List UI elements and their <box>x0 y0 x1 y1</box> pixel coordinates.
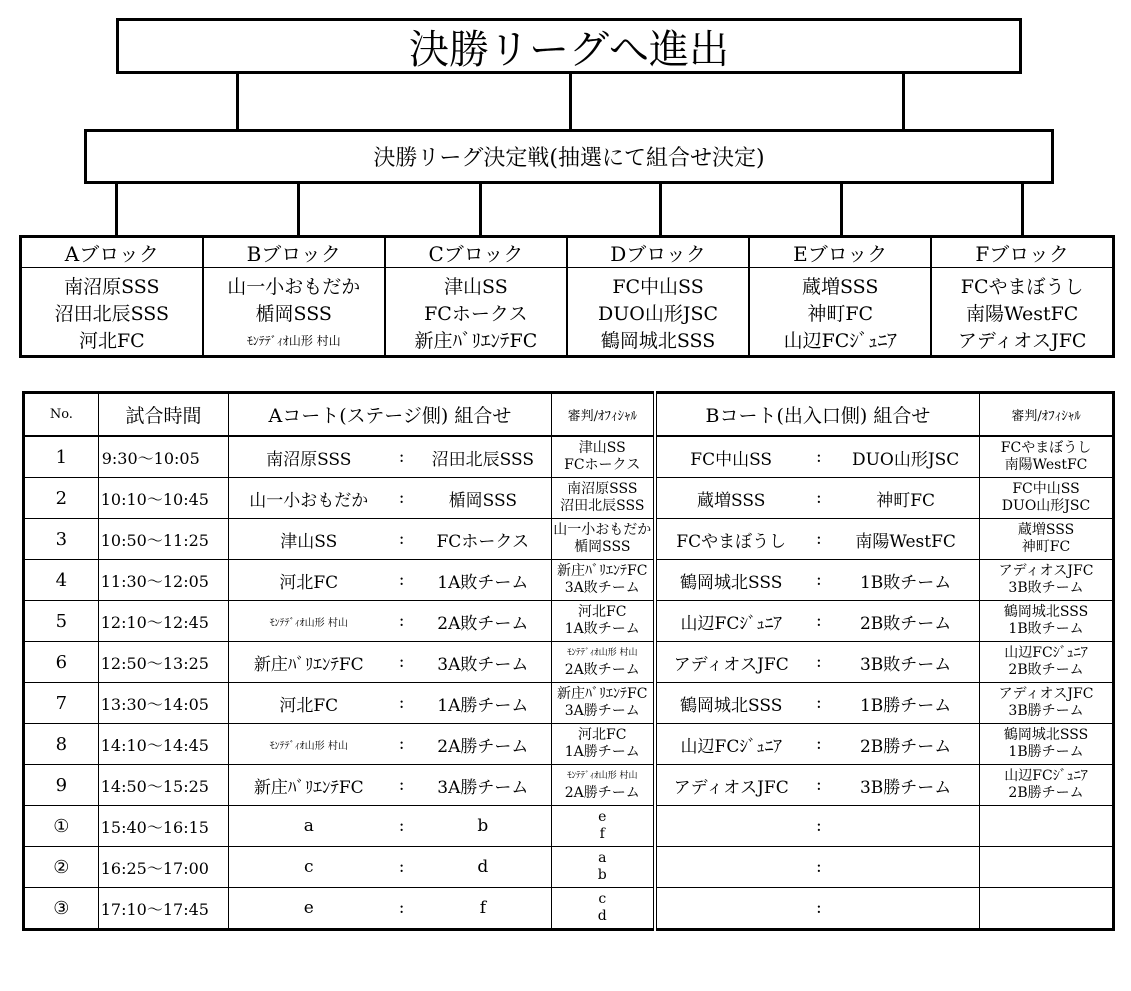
court-b-home-team: 鶴岡城北SSS <box>655 560 806 601</box>
court-b-referee <box>980 806 1114 847</box>
court-b-away-team: 2B敗チーム <box>832 601 979 642</box>
schedule-row <box>24 519 1114 560</box>
match-number: 8 <box>24 724 99 765</box>
referee-line: e <box>598 809 607 825</box>
court-b-away-team: 南陽WestFC <box>832 519 979 560</box>
court-a-separator: : <box>388 560 415 601</box>
court-a-away-team: 沼田北辰SSS <box>415 436 551 478</box>
court-a-away-team: 3A敗チーム <box>415 642 551 683</box>
connector-line <box>479 184 482 235</box>
match-number: ② <box>24 847 99 888</box>
court-b-home-team <box>655 847 806 888</box>
court-a-home-team: 新庄ﾊﾞﾘｴﾝﾃFC <box>229 642 389 683</box>
block-team: ﾓﾝﾃﾃﾞｨｵ山形 村山 <box>203 328 385 357</box>
referee-line: 山一小おもだか <box>553 522 652 538</box>
match-time: 12:10～12:45 <box>98 601 229 642</box>
referee-line: 南沼原SSS <box>567 481 638 497</box>
match-time: 17:10～17:45 <box>98 888 229 930</box>
court-a-referee <box>551 560 655 601</box>
referee-line: 1A勝チーム <box>564 744 640 760</box>
court-a-home-team: c <box>229 847 389 888</box>
court-a-separator: : <box>388 601 415 642</box>
connector-line <box>236 74 239 129</box>
match-number: ③ <box>24 888 99 930</box>
court-a-separator: : <box>388 642 415 683</box>
block-team: 河北FC <box>21 328 203 357</box>
header-referee-a: 審判/ｵﾌｨｼｬﾙ <box>551 393 655 437</box>
referee-line: 3B勝チーム <box>1008 703 1084 719</box>
court-a-home-team: 河北FC <box>229 560 389 601</box>
court-b-away-team: DUO山形JSC <box>832 436 979 478</box>
referee-line: 3A勝チーム <box>564 703 640 719</box>
header-referee-b: 審判/ｵﾌｨｼｬﾙ <box>980 393 1114 437</box>
court-b-separator: : <box>805 683 832 724</box>
block-team: 沼田北辰SSS <box>21 301 203 328</box>
referee-line: 南陽WestFC <box>1004 457 1088 473</box>
referee-line: ﾓﾝﾃﾃﾞｨｵ山形 村山 <box>567 771 638 781</box>
block-b-header: Bブロック <box>203 237 385 268</box>
referee-line: 2B敗チーム <box>1008 662 1084 678</box>
court-b-away-team: 3B勝チーム <box>832 765 979 806</box>
block-team: 津山SS <box>385 268 567 302</box>
court-a-away-team: 1A敗チーム <box>415 560 551 601</box>
schedule-row <box>24 765 1114 806</box>
connector-line <box>1021 184 1024 235</box>
court-a-separator: : <box>388 888 415 930</box>
court-b-separator: : <box>805 519 832 560</box>
connector-line <box>297 184 300 235</box>
referee-line: FCやまぼうし <box>1000 440 1092 456</box>
connector-line <box>840 184 843 235</box>
referee-line: 2A勝チーム <box>564 785 640 801</box>
court-b-home-team: 山辺FCｼﾞｭﾆｱ <box>655 601 806 642</box>
block-team: FC中山SS <box>567 268 749 302</box>
court-b-away-team <box>832 847 979 888</box>
referee-line: 新庄ﾊﾞﾘｴﾝﾃFC <box>557 563 648 579</box>
header-court-b: Bコート(出入口側) 組合せ <box>655 393 980 437</box>
court-b-referee <box>980 436 1114 478</box>
court-a-referee <box>551 765 655 806</box>
court-b-referee <box>980 478 1114 519</box>
court-b-home-team: 鶴岡城北SSS <box>655 683 806 724</box>
court-a-separator: : <box>388 724 415 765</box>
court-b-referee <box>980 642 1114 683</box>
match-time: 13:30～14:05 <box>98 683 229 724</box>
block-team: 南沼原SSS <box>21 268 203 302</box>
match-number: 6 <box>24 642 99 683</box>
match-number: 9 <box>24 765 99 806</box>
subtitle-box: 決勝リーグ決定戦(抽選にて組合せ決定) <box>84 129 1054 184</box>
schedule-row <box>24 806 1114 847</box>
block-team: 山辺FCｼﾞｭﾆｱ <box>749 328 931 357</box>
court-a-away-team: d <box>415 847 551 888</box>
referee-line: 鶴岡城北SSS <box>1003 727 1089 743</box>
referee-line: b <box>597 867 607 883</box>
match-time: 10:50～11:25 <box>98 519 229 560</box>
block-team: 鶴岡城北SSS <box>567 328 749 357</box>
match-time: 14:10～14:45 <box>98 724 229 765</box>
referee-line: c <box>598 891 607 907</box>
court-b-separator: : <box>805 806 832 847</box>
court-a-referee <box>551 683 655 724</box>
connector-line <box>902 74 905 129</box>
court-b-home-team: 蔵増SSS <box>655 478 806 519</box>
block-team: 神町FC <box>749 301 931 328</box>
match-time: 12:50～13:25 <box>98 642 229 683</box>
block-e-header: Eブロック <box>749 237 931 268</box>
match-time: 15:40～16:15 <box>98 806 229 847</box>
court-b-home-team: FCやまぼうし <box>655 519 806 560</box>
header-no: No. <box>24 393 99 437</box>
court-a-away-team: 2A勝チーム <box>415 724 551 765</box>
block-team-row <box>21 328 1114 357</box>
court-a-home-team: 河北FC <box>229 683 389 724</box>
connector-line <box>659 184 662 235</box>
court-b-home-team: アディオスJFC <box>655 642 806 683</box>
referee-line: 山辺FCｼﾞｭﾆｱ <box>1004 645 1088 661</box>
court-b-referee <box>980 765 1114 806</box>
schedule-row <box>24 642 1114 683</box>
court-a-separator: : <box>388 683 415 724</box>
connector-line <box>115 184 118 235</box>
block-team: 新庄ﾊﾞﾘｴﾝﾃFC <box>385 328 567 357</box>
court-a-referee <box>551 806 655 847</box>
court-b-home-team: 山辺FCｼﾞｭﾆｱ <box>655 724 806 765</box>
schedule-row <box>24 601 1114 642</box>
court-b-referee <box>980 560 1114 601</box>
court-a-home-team: ﾓﾝﾃﾃﾞｨｵ山形 村山 <box>229 601 389 642</box>
court-b-away-team: 3B敗チーム <box>832 642 979 683</box>
schedule-row <box>24 847 1114 888</box>
block-team: DUO山形JSC <box>567 301 749 328</box>
header-court-a: Aコート(ステージ側) 組合せ <box>229 393 551 437</box>
court-a-referee <box>551 478 655 519</box>
court-b-separator: : <box>805 560 832 601</box>
court-b-home-team: アディオスJFC <box>655 765 806 806</box>
court-b-separator: : <box>805 642 832 683</box>
court-a-away-team: 楯岡SSS <box>415 478 551 519</box>
match-time: 10:10～10:45 <box>98 478 229 519</box>
court-a-referee <box>551 724 655 765</box>
court-a-separator: : <box>388 436 415 478</box>
court-b-away-team: 2B勝チーム <box>832 724 979 765</box>
block-header-row <box>21 237 1114 268</box>
court-b-separator: : <box>805 765 832 806</box>
schedule-row <box>24 683 1114 724</box>
match-time: 9:30～10:05 <box>98 436 229 478</box>
court-a-home-team: 南沼原SSS <box>229 436 389 478</box>
court-b-home-team <box>655 806 806 847</box>
court-a-home-team: 山一小おもだか <box>229 478 389 519</box>
match-time: 14:50～15:25 <box>98 765 229 806</box>
block-team-row <box>21 268 1114 302</box>
referee-line: FC中山SS <box>1012 481 1080 497</box>
court-a-referee <box>551 847 655 888</box>
court-a-away-team: f <box>415 888 551 930</box>
block-team: FCホークス <box>385 301 567 328</box>
schedule-row <box>24 478 1114 519</box>
referee-line: f <box>599 826 605 842</box>
page-title: 決勝リーグへ進出 <box>116 18 1022 74</box>
court-a-away-team: 2A敗チーム <box>415 601 551 642</box>
schedule-row <box>24 436 1114 478</box>
referee-line: 2A敗チーム <box>564 662 640 678</box>
court-b-referee <box>980 683 1114 724</box>
referee-line: 蔵増SSS <box>1017 522 1075 538</box>
court-b-away-team: 1B敗チーム <box>832 560 979 601</box>
referee-line: d <box>597 908 607 924</box>
court-a-referee <box>551 519 655 560</box>
court-a-home-team: 新庄ﾊﾞﾘｴﾝﾃFC <box>229 765 389 806</box>
schedule-row <box>24 724 1114 765</box>
court-a-separator: : <box>388 847 415 888</box>
block-a-header: Aブロック <box>21 237 203 268</box>
referee-line: 河北FC <box>578 604 627 620</box>
header-time: 試合時間 <box>98 393 229 437</box>
court-b-separator: : <box>805 724 832 765</box>
court-a-away-team: 1A勝チーム <box>415 683 551 724</box>
court-b-referee <box>980 888 1114 930</box>
court-a-separator: : <box>388 478 415 519</box>
court-b-separator: : <box>805 847 832 888</box>
connector-line <box>569 74 572 129</box>
referee-line: 1A敗チーム <box>564 621 640 637</box>
block-c-header: Cブロック <box>385 237 567 268</box>
referee-line: 神町FC <box>1021 539 1071 555</box>
court-a-home-team: a <box>229 806 389 847</box>
court-a-home-team: 津山SS <box>229 519 389 560</box>
referee-line: アディオスJFC <box>998 686 1094 702</box>
block-team: 蔵増SSS <box>749 268 931 302</box>
match-number: 1 <box>24 436 99 478</box>
match-number: 3 <box>24 519 99 560</box>
court-b-referee <box>980 601 1114 642</box>
referee-line: 河北FC <box>578 727 627 743</box>
court-a-away-team: 3A勝チーム <box>415 765 551 806</box>
referee-line: ﾓﾝﾃﾃﾞｨｵ山形 村山 <box>567 648 638 658</box>
court-a-referee <box>551 642 655 683</box>
referee-line: 1B敗チーム <box>1008 621 1084 637</box>
court-b-away-team <box>832 888 979 930</box>
court-a-home-team: e <box>229 888 389 930</box>
schedule-table <box>22 391 1115 931</box>
court-a-separator: : <box>388 765 415 806</box>
match-time: 16:25～17:00 <box>98 847 229 888</box>
court-a-referee <box>551 601 655 642</box>
block-team: アディオスJFC <box>931 328 1113 357</box>
match-number: 2 <box>24 478 99 519</box>
referee-line: 楯岡SSS <box>574 539 631 555</box>
referee-line: a <box>598 850 607 866</box>
referee-line: アディオスJFC <box>998 563 1094 579</box>
referee-line: 1B勝チーム <box>1008 744 1084 760</box>
court-a-away-team: b <box>415 806 551 847</box>
court-a-separator: : <box>388 519 415 560</box>
block-team-row <box>21 301 1114 328</box>
match-time: 11:30～12:05 <box>98 560 229 601</box>
referee-line: 鶴岡城北SSS <box>1003 604 1089 620</box>
court-a-referee <box>551 888 655 930</box>
referee-line: DUO山形JSC <box>1001 498 1091 514</box>
court-b-away-team <box>832 806 979 847</box>
court-b-home-team: FC中山SS <box>655 436 806 478</box>
match-number: ① <box>24 806 99 847</box>
referee-line: 山辺FCｼﾞｭﾆｱ <box>1004 768 1088 784</box>
court-b-separator: : <box>805 888 832 930</box>
court-b-referee <box>980 724 1114 765</box>
referee-line: 新庄ﾊﾞﾘｴﾝﾃFC <box>557 686 648 702</box>
match-number: 4 <box>24 560 99 601</box>
referee-line: 2B勝チーム <box>1008 785 1084 801</box>
court-b-separator: : <box>805 601 832 642</box>
referee-line: 3A敗チーム <box>564 580 640 596</box>
court-b-away-team: 神町FC <box>832 478 979 519</box>
court-b-home-team <box>655 888 806 930</box>
schedule-row <box>24 560 1114 601</box>
referee-line: 沼田北辰SSS <box>560 498 645 514</box>
referee-line: 3B敗チーム <box>1008 580 1084 596</box>
court-b-away-team: 1B勝チーム <box>832 683 979 724</box>
court-a-referee <box>551 436 655 478</box>
block-f-header: Fブロック <box>931 237 1113 268</box>
referee-line: FCホークス <box>564 457 641 473</box>
court-b-separator: : <box>805 436 832 478</box>
court-b-separator: : <box>805 478 832 519</box>
court-b-referee <box>980 847 1114 888</box>
match-number: 7 <box>24 683 99 724</box>
block-d-header: Dブロック <box>567 237 749 268</box>
court-b-referee <box>980 519 1114 560</box>
block-team: 山一小おもだか <box>203 268 385 302</box>
schedule-row <box>24 888 1114 930</box>
match-number: 5 <box>24 601 99 642</box>
court-a-separator: : <box>388 806 415 847</box>
block-team: 南陽WestFC <box>931 301 1113 328</box>
referee-line: 津山SS <box>578 440 626 456</box>
court-a-away-team: FCホークス <box>415 519 551 560</box>
block-team: 楯岡SSS <box>203 301 385 328</box>
block-table <box>19 235 1115 358</box>
court-a-home-team: ﾓﾝﾃﾃﾞｨｵ山形 村山 <box>229 724 389 765</box>
schedule-header-row <box>24 393 1114 437</box>
block-team: FCやまぼうし <box>931 268 1113 302</box>
